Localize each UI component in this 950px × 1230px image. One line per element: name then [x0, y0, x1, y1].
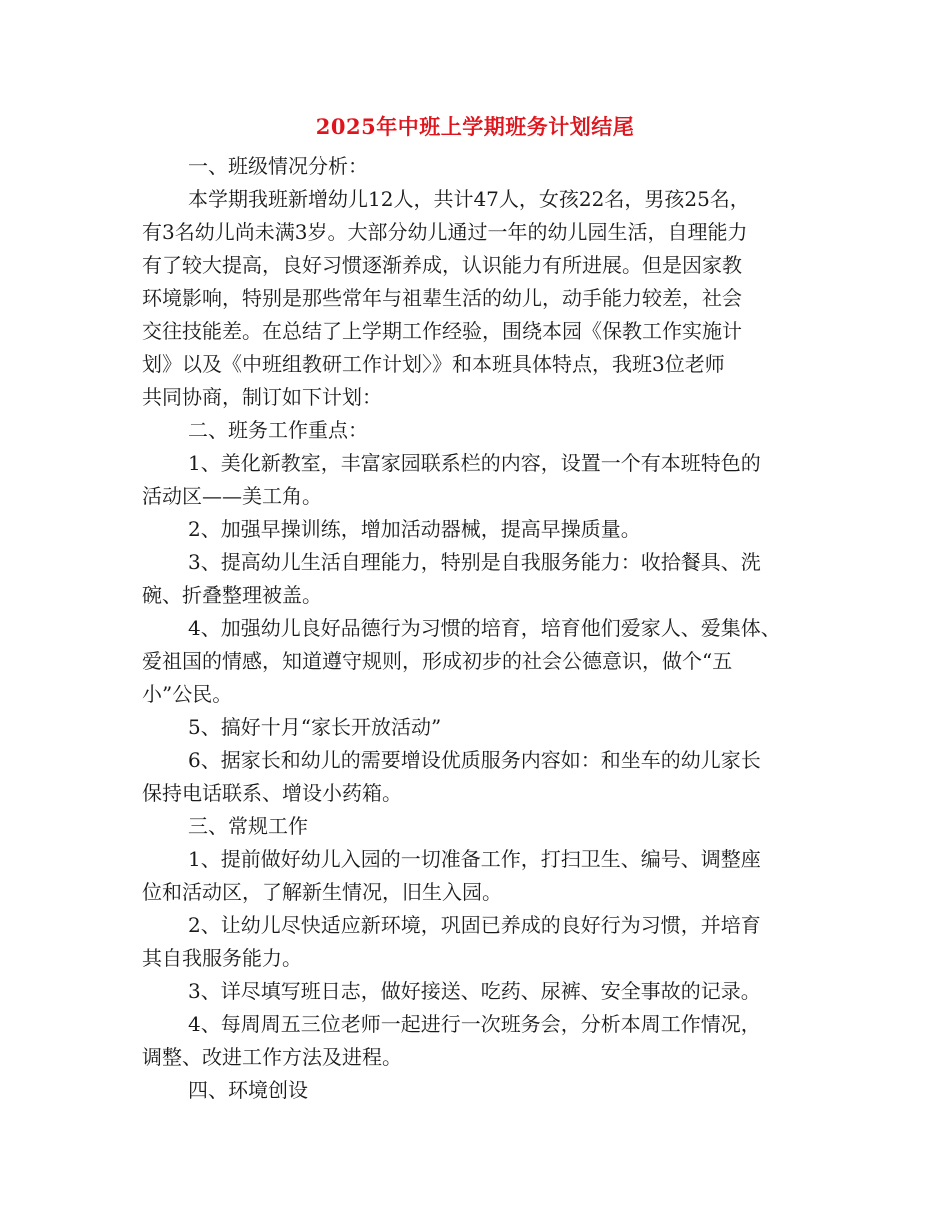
- text-line: 一、班级情况分析：: [188, 154, 368, 178]
- text-line: 位和活动区，了解新生情况，旧生入园。: [142, 880, 502, 904]
- text-line: 小”公民。: [142, 682, 233, 706]
- text-line: 2、加强早操训练，增加活动器械，提高早操质量。: [188, 517, 641, 541]
- text-line: 活动区——美工角。: [142, 484, 322, 508]
- text-line: 6、据家长和幼儿的需要增设优质服务内容如：和坐车的幼儿家长: [188, 748, 761, 772]
- text-line: 划》以及《中班组教研工作计划〉》和本班具体特点，我班3位老师: [142, 352, 725, 376]
- text-line: 1、提前做好幼儿入园的一切准备工作，打扫卫生、编号、调整座: [188, 847, 761, 871]
- text-line: 环境影响，特别是那些常年与祖辈生活的幼儿，动手能力较差，社会: [142, 286, 742, 310]
- text-line: 其自我服务能力。: [142, 946, 302, 970]
- text-line: 3、详尽填写班日志，做好接送、吃药、尿裤、安全事故的记录。: [188, 979, 761, 1003]
- text-line: 本学期我班新增幼儿12人，共计47人，女孩22名，男孩25名，: [188, 187, 750, 211]
- text-line: 调整、改进工作方法及进程。: [142, 1045, 402, 1069]
- document-body: [142, 150, 832, 1107]
- text-line: 保持电话联系、增设小药箱。: [142, 781, 402, 805]
- text-line: 有了较大提高，良好习惯逐渐养成，认识能力有所进展。但是因家教: [142, 253, 742, 277]
- text-line: 二、班务工作重点：: [188, 418, 368, 442]
- text-line: 四、环境创设: [188, 1078, 308, 1102]
- text-line: 交往技能差。在总结了上学期工作经验，围绕本园《保教工作实施计: [142, 319, 742, 343]
- text-line: 爱祖国的情感，知道遵守规则，形成初步的社会公德意识，做个“五: [142, 649, 733, 673]
- text-line: 三、常规工作: [188, 814, 308, 838]
- text-line: 5、搞好十月“家长开放活动”: [188, 715, 442, 739]
- text-line: 4、加强幼儿良好品德行为习惯的培育，培育他们爱家人、爱集体、: [188, 616, 781, 640]
- text-line: 3、提高幼儿生活自理能力，特别是自我服务能力：收拾餐具、洗: [188, 550, 761, 574]
- text-line: 4、每周周五三位老师一起进行一次班务会，分析本周工作情况，: [188, 1012, 761, 1036]
- text-line: 1、美化新教室，丰富家园联系栏的内容，设置一个有本班特色的: [188, 451, 761, 475]
- text-line: 2、让幼儿尽快适应新环境，巩固已养成的良好行为习惯，并培育: [188, 913, 761, 937]
- text-line: 共同协商，制订如下计划：: [142, 385, 382, 409]
- text-line: 有3名幼儿尚未满3岁。大部分幼儿通过一年的幼儿园生活，自理能力: [142, 220, 748, 244]
- text-line: 碗、折叠整理被盖。: [142, 583, 322, 607]
- document-title: 2025年中班上学期班务计划结尾: [315, 114, 635, 139]
